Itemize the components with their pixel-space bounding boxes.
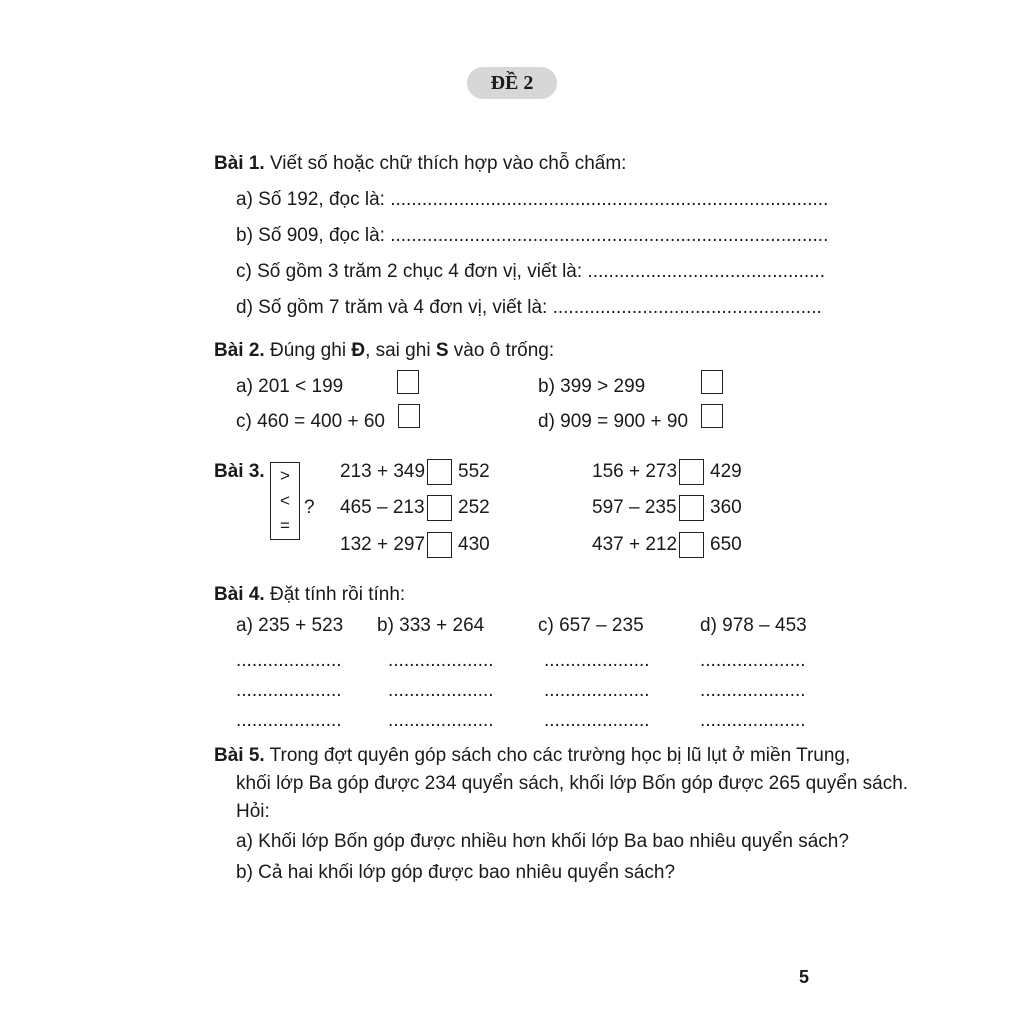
bai3-row-6-left: 437 + 212 xyxy=(592,534,678,555)
bai4-dots: .................... xyxy=(388,650,494,671)
bai3-row-1-left: 213 + 349 xyxy=(340,461,426,482)
bai1-item-b: b) Số 909, đọc là: ................................................................................... xyxy=(236,225,829,246)
bai5-line-3: Hỏi: xyxy=(236,801,270,822)
bai3-row-6-right: 650 xyxy=(710,534,742,555)
bai4-dots: .................... xyxy=(544,680,650,701)
bai3-answer-box-1[interactable] xyxy=(427,459,452,485)
page-title-text: ĐỀ 2 xyxy=(490,71,534,94)
bai2-heading xyxy=(214,340,554,362)
page-title xyxy=(467,67,557,99)
bai3-row-4-left: 597 – 235 xyxy=(592,497,677,518)
bai2-answer-box-a[interactable] xyxy=(397,370,419,394)
bai4-dots: .................... xyxy=(236,680,342,701)
bai1-item-c: c) Số gồm 3 trăm 2 chục 4 đơn vị, viết là: ............................................. xyxy=(236,261,825,282)
bai2-false-mark: S xyxy=(435,340,449,361)
bai3-row-5-right: 430 xyxy=(458,534,490,555)
bai3-row-5-left: 132 + 297 xyxy=(340,534,426,555)
bai1-item-a: a) Số 192, đọc là: ................................................................................... xyxy=(236,189,829,210)
bai3-answer-box-4[interactable] xyxy=(679,495,704,521)
bai5-heading xyxy=(214,745,850,767)
bai4-item-c: c) 657 – 235 xyxy=(538,615,644,636)
bai4-item-d: d) 978 – 453 xyxy=(700,615,807,636)
bai4-item-b: b) 333 + 264 xyxy=(377,615,485,636)
bai3-row-2-left: 156 + 273 xyxy=(592,461,678,482)
bai3-answer-box-5[interactable] xyxy=(427,532,452,558)
bai4-dots: .................... xyxy=(544,650,650,671)
bai2-answer-box-b[interactable] xyxy=(701,370,723,394)
bai2-label: Bài 2. xyxy=(214,340,265,361)
bai4-heading xyxy=(214,584,405,606)
bai5-line-2: khối lớp Ba góp được 234 quyển sách, khối lớp Bốn góp được 265 quyển sách. xyxy=(236,773,909,794)
bai5-question-b: b) Cả hai khối lớp góp được bao nhiêu quyển sách? xyxy=(236,862,676,883)
bai4-dots: .................... xyxy=(388,680,494,701)
bai3-answer-box-2[interactable] xyxy=(679,459,704,485)
bai3-row-2-right: 429 xyxy=(710,461,742,482)
bai4-dots: .................... xyxy=(700,650,806,671)
bai4-item-a: a) 235 + 523 xyxy=(236,615,344,636)
bai3-row-4-right: 360 xyxy=(710,497,742,518)
bai5-line-1: Trong đợt quyên góp sách cho các trường học bị lũ lụt ở miền Trung, xyxy=(264,745,851,766)
bai1-heading xyxy=(214,153,626,175)
bai4-dots: .................... xyxy=(236,650,342,671)
bai2-item-c: c) 460 = 400 + 60 xyxy=(236,411,385,432)
bai4-dots: .................... xyxy=(700,680,806,701)
bai4-dots: .................... xyxy=(700,710,806,731)
bai2-answer-box-c[interactable] xyxy=(398,404,420,428)
bai2-text-2: , sai ghi xyxy=(365,340,436,361)
bai3-row-1-right: 552 xyxy=(458,461,490,482)
symbol-greater: > xyxy=(280,465,290,485)
bai1-item-d: d) Số gồm 7 trăm và 4 đơn vị, viết là: ................................................... xyxy=(236,297,822,318)
symbol-equal: = xyxy=(280,516,290,536)
bai1-text: Viết số hoặc chữ thích hợp vào chỗ chấm: xyxy=(264,153,627,174)
bai5-label: Bài 5. xyxy=(214,745,265,766)
bai2-text-3: vào ô trống: xyxy=(448,340,555,361)
bai3-answer-box-3[interactable] xyxy=(427,495,452,521)
comparison-symbols-box xyxy=(270,462,300,540)
bai2-item-a: a) 201 < 199 xyxy=(236,376,344,397)
bai4-dots: .................... xyxy=(388,710,494,731)
bai2-item-d: d) 909 = 900 + 90 xyxy=(538,411,689,432)
bai3-row-3-left: 465 – 213 xyxy=(340,497,425,518)
bai4-text: Đặt tính rồi tính: xyxy=(264,584,406,605)
bai2-answer-box-d[interactable] xyxy=(701,404,723,428)
bai2-true-mark: Đ xyxy=(351,340,366,361)
bai4-dots: .................... xyxy=(544,710,650,731)
bai4-dots: .................... xyxy=(236,710,342,731)
page-number: 5 xyxy=(799,967,810,987)
bai5-question-a: a) Khối lớp Bốn góp được nhiều hơn khối lớp Ba bao nhiêu quyển sách? xyxy=(236,831,849,852)
bai3-answer-box-6[interactable] xyxy=(679,532,704,558)
bai4-label: Bài 4. xyxy=(214,584,265,605)
bai3-label: Bài 3. xyxy=(214,461,265,482)
bai2-text-1: Đúng ghi xyxy=(264,340,352,361)
bai3-question-mark: ? xyxy=(304,497,315,518)
bai2-item-b: b) 399 > 299 xyxy=(538,376,646,397)
symbol-less: < xyxy=(280,490,290,510)
bai3-row-3-right: 252 xyxy=(458,497,490,518)
bai1-label: Bài 1. xyxy=(214,153,265,174)
